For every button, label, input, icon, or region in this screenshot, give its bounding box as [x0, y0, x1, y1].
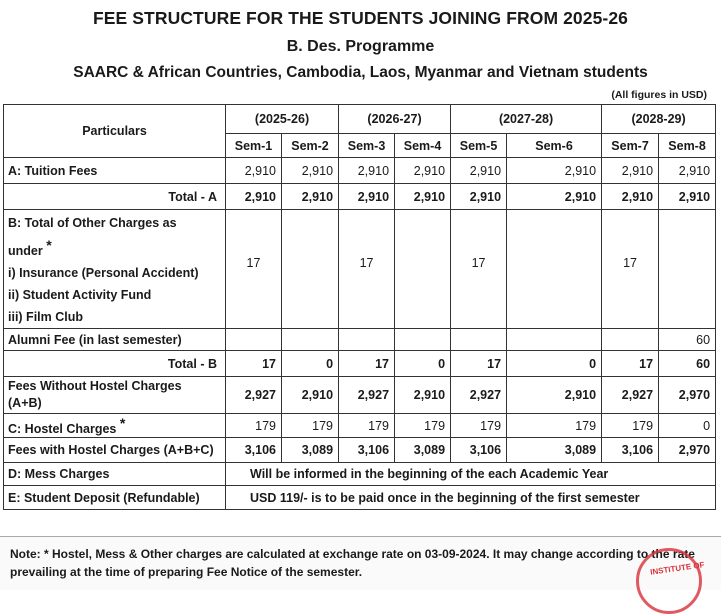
- with-hostel-row: [4, 438, 716, 463]
- cell-value: [282, 329, 339, 351]
- semester-header: Sem-1: [226, 134, 282, 158]
- cell-value: 2,910: [602, 158, 659, 184]
- cell-value: [395, 329, 451, 351]
- cell-value: 3,106: [339, 438, 395, 463]
- cell-value: [339, 329, 395, 351]
- cell-value: [282, 210, 339, 329]
- row-label: Fees with Hostel Charges (A+B+C): [4, 438, 226, 463]
- cell-value: 2,910: [451, 158, 507, 184]
- institute-seal: [636, 548, 702, 614]
- cell-value: [226, 329, 282, 351]
- cell-value: 17: [451, 351, 507, 377]
- cell-value: 2,910: [282, 158, 339, 184]
- row-label: E: Student Deposit (Refundable): [4, 486, 226, 510]
- note-body: Hostel, Mess & Other charges are calculated at exchange rate on 03-09-2024. It may change according to the rate prevailing at the time of preparing Fee Notice of the semester.: [10, 547, 695, 579]
- cell-value: [659, 210, 716, 329]
- particulars-header: Particulars: [4, 105, 226, 158]
- tuition-row: [4, 158, 716, 184]
- row-label: C: Hostel Charges *: [4, 414, 226, 438]
- other-charge-item: i) Insurance (Personal Accident): [8, 266, 199, 281]
- cell-value: 2,970: [659, 377, 716, 414]
- semester-header: Sem-8: [659, 134, 716, 158]
- deposit-info: USD 119/- is to be paid once in the beginning of the first semester: [226, 486, 716, 510]
- mess-info: Will be informed in the beginning of the each Academic Year: [226, 463, 716, 486]
- cell-value: 2,910: [395, 184, 451, 210]
- cell-value: 3,089: [395, 438, 451, 463]
- row-label: Total - B: [4, 351, 226, 377]
- cell-value: 2,910: [226, 184, 282, 210]
- cell-value: 2,910: [507, 377, 602, 414]
- row-label: Alumni Fee (in last semester): [4, 329, 226, 351]
- cell-value: 17: [226, 351, 282, 377]
- cell-value: [507, 329, 602, 351]
- note-text: [10, 545, 710, 581]
- deposit-row: [4, 486, 716, 510]
- document-title: FEE STRUCTURE FOR THE STUDENTS JOINING FROM 2025-26: [92, 8, 629, 28]
- cell-value: 2,910: [282, 184, 339, 210]
- cell-value: [602, 329, 659, 351]
- year-header-row: [4, 105, 716, 134]
- cell-value: [395, 210, 451, 329]
- cell-value: 2,927: [226, 377, 282, 414]
- cell-value: 0: [507, 351, 602, 377]
- cell-value: 2,910: [602, 184, 659, 210]
- row-label: A: Tuition Fees: [4, 158, 226, 184]
- cell-value: 17: [602, 210, 659, 329]
- semester-header: Sem-6: [507, 134, 602, 158]
- year-header: (2027-28): [451, 105, 602, 134]
- semester-header: Sem-2: [282, 134, 339, 158]
- cell-value: 2,910: [395, 158, 451, 184]
- cell-value: 2,910: [226, 158, 282, 184]
- cell-value: 60: [659, 329, 716, 351]
- cell-value: 17: [451, 210, 507, 329]
- seal-text: INSTITUTE OF: [649, 560, 706, 577]
- row-label: Total - A: [4, 184, 226, 210]
- cell-value: 3,106: [226, 438, 282, 463]
- cell-value: 179: [507, 414, 602, 438]
- alumni-row: [4, 329, 716, 351]
- cell-value: 2,910: [339, 184, 395, 210]
- cell-value: 3,106: [602, 438, 659, 463]
- semester-header: Sem-5: [451, 134, 507, 158]
- cell-value: 2,927: [339, 377, 395, 414]
- other-charges-title-2: under *: [8, 237, 52, 259]
- cell-value: 179: [451, 414, 507, 438]
- cell-value: 3,089: [507, 438, 602, 463]
- row-label: [4, 377, 226, 414]
- row-label: D: Mess Charges: [4, 463, 226, 486]
- cell-value: 0: [659, 414, 716, 438]
- mess-row: [4, 463, 716, 486]
- year-header: (2028-29): [602, 105, 716, 134]
- cell-value: 179: [395, 414, 451, 438]
- total-b-row: [4, 351, 716, 377]
- cell-value: 2,910: [451, 184, 507, 210]
- cell-value: 179: [339, 414, 395, 438]
- semester-header: Sem-4: [395, 134, 451, 158]
- other-charges-label: [4, 210, 226, 329]
- cell-value: 2,927: [602, 377, 659, 414]
- cell-value: 3,089: [282, 438, 339, 463]
- cell-value: 17: [602, 351, 659, 377]
- cell-value: 2,910: [659, 184, 716, 210]
- other-charge-item: iii) Film Club: [8, 310, 83, 325]
- total-a-row: [4, 184, 716, 210]
- cell-value: 60: [659, 351, 716, 377]
- cell-value: [451, 329, 507, 351]
- cell-value: 2,910: [339, 158, 395, 184]
- without-hostel-label: Fees Without Hostel Charges: [8, 379, 182, 394]
- year-header: (2026-27): [339, 105, 451, 134]
- programme-title: B. Des. Programme: [286, 38, 435, 55]
- cell-value: 2,970: [659, 438, 716, 463]
- cell-value: 2,910: [507, 158, 602, 184]
- cell-value: 17: [339, 210, 395, 329]
- cell-value: 3,106: [451, 438, 507, 463]
- cell-value: 17: [226, 210, 282, 329]
- without-hostel-row: [4, 377, 716, 414]
- cell-value: [507, 210, 602, 329]
- hostel-row: [4, 414, 716, 438]
- cell-value: 0: [395, 351, 451, 377]
- semester-header: Sem-3: [339, 134, 395, 158]
- other-charges-row: [4, 210, 716, 329]
- cell-value: 179: [602, 414, 659, 438]
- other-charges-title: B: Total of Other Charges as: [8, 216, 177, 230]
- year-header: (2025-26): [226, 105, 339, 134]
- countries-subtitle: SAARC & African Countries, Cambodia, Laos, Myanmar and Vietnam students: [73, 64, 648, 81]
- cell-value: 0: [282, 351, 339, 377]
- cell-value: 2,910: [659, 158, 716, 184]
- cell-value: 179: [282, 414, 339, 438]
- cell-value: 2,910: [507, 184, 602, 210]
- currency-note: (All figures in USD): [611, 89, 707, 101]
- note-prefix: Note: *: [10, 547, 52, 561]
- cell-value: 2,910: [395, 377, 451, 414]
- fee-table: [3, 104, 716, 510]
- without-hostel-label-2: (A+B): [8, 396, 42, 411]
- cell-value: 2,927: [451, 377, 507, 414]
- cell-value: 179: [226, 414, 282, 438]
- other-charge-item: ii) Student Activity Fund: [8, 288, 152, 303]
- cell-value: 17: [339, 351, 395, 377]
- cell-value: 2,910: [282, 377, 339, 414]
- semester-header: Sem-7: [602, 134, 659, 158]
